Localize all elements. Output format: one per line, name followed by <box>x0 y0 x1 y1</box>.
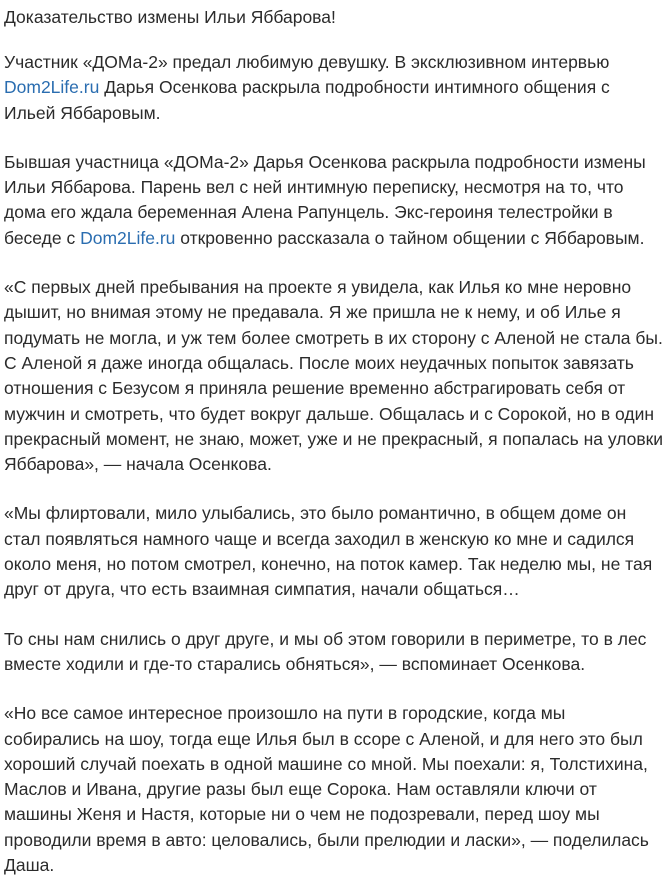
quote-paragraph-1: «С первых дней пребывания на проекте я увидела, как Илья ко мне неровно дышит, но внимая этому не предавала. Я же пришла не к нему, и об Илье я подумать не могла, и уж тем более смотреть в их сторону с Аленой не стала бы. С Аленой я даже иногда общалась. После моих неудачных попыток завязать отношения с Безусом я приняла решение временно абстрагировать себя от мужчин и смотреть, что будет вокруг дальше. Общалась и с Сорокой, но в один прекрасный момент, не знаю, может, уже и не прекрасный, я попалась на уловки Яббарова», — начала Осенкова. <box>4 277 664 475</box>
dom2life-link[interactable]: Dom2Life.ru <box>4 77 100 98</box>
lead-text-before: Участник «ДОМа-2» предал любимую девушку. В эксклюзивном интервью <box>4 52 610 72</box>
dom2life-link[interactable]: Dom2Life.ru <box>80 227 176 248</box>
intro-text-before: Бывшая участница «ДОМа-2» Дарья Осенкова раскрыла подробности измены Ильи Яббарова. Парень вел с ней интимную переписку, несмотря на то, что дома его ждала беременная Алена Рапунцель. Экс-героиня телестройки в беседе с <box>4 151 646 248</box>
quote-paragraph-3: То сны нам снились о друг друге, и мы об этом говорили в периметре, то в лес вместе ходили и где-то старались обняться», — вспоминает Осенкова. <box>4 628 647 674</box>
intro-paragraph <box>4 150 665 251</box>
quote-paragraph-2: «Мы флиртовали, мило улыбались, это было романтично, в общем доме он стал появляться намного чаще и всегда заходил в женскую ко мне и садился около меня, но потом смотрел, конечно, на поток камер. Так неделю мы, не тая друг от друга, что есть взаимная симпатия, начали общаться… <box>4 503 653 600</box>
intro-text-after: откровенно рассказала о тайном общении с Яббаровым. <box>175 227 645 248</box>
lead-paragraph <box>4 50 665 126</box>
lead-text-after: Дарья Осенкова раскрыла подробности интимного общения с Ильей Яббаровым. <box>4 77 610 123</box>
quote-paragraph-4: «Но все самое интересное произошло на пути в городские, когда мы собирались на шоу, тогда еще Илья был в ссоре с Аленой, и для него это был хороший случай поехать в одной машине со мной. Мы поехали: я, Толстихина, Маслов и Ивана, другие разы был еще Сорока. Нам оставляли ключи от машины Женя и Настя, которые ни о чем не подозревали, перед шоу мы проводили время в авто: целовались, были прелюдии и ласки», — поделилась Даша. <box>4 703 649 876</box>
article-title: Доказательство измены Ильи Яббарова! <box>4 7 336 27</box>
